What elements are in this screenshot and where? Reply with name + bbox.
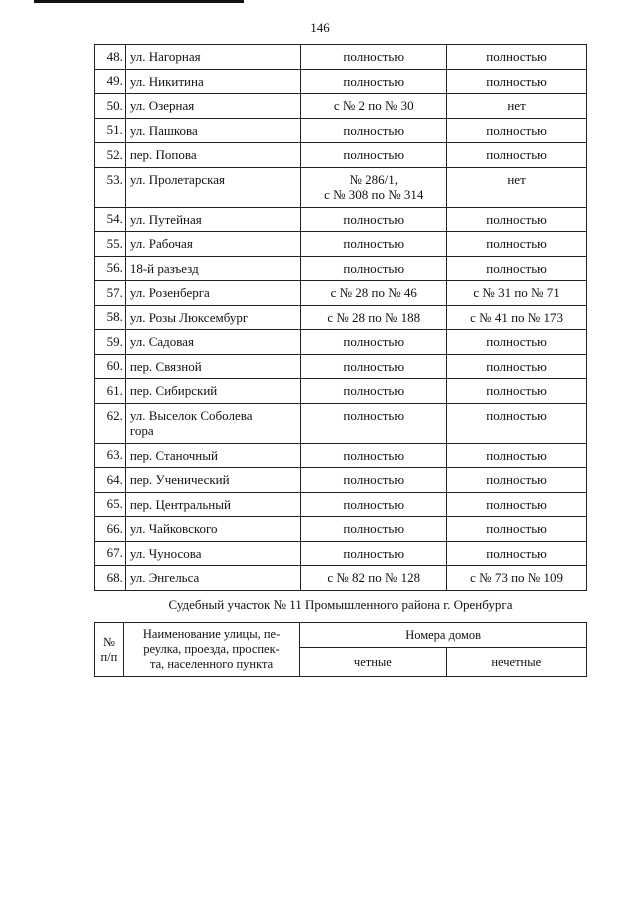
street-name: ул. Рабочая bbox=[125, 232, 301, 257]
table-row bbox=[95, 541, 587, 566]
row-number: 61. bbox=[95, 379, 126, 404]
odd-houses: полностью bbox=[447, 379, 587, 404]
street-name: пер. Связной bbox=[125, 354, 301, 379]
table-row bbox=[95, 118, 587, 143]
even-houses: полностью bbox=[301, 354, 447, 379]
street-name: ул. Розенберга bbox=[125, 281, 301, 306]
row-number: 67. bbox=[95, 541, 126, 566]
even-houses bbox=[301, 167, 447, 207]
table-row bbox=[95, 94, 587, 119]
row-number: 57. bbox=[95, 281, 126, 306]
street-name: 18-й разъезд bbox=[125, 256, 301, 281]
odd-houses: полностью bbox=[447, 330, 587, 355]
odd-houses: полностью bbox=[447, 468, 587, 493]
street-name: ул. Пашкова bbox=[125, 118, 301, 143]
top-rule bbox=[34, 0, 244, 3]
even-houses: с № 2 по № 30 bbox=[301, 94, 447, 119]
section-heading: Судебный участок № 11 Промышленного района г. Оренбурга bbox=[168, 597, 513, 612]
header-number-line: п/п bbox=[100, 649, 118, 664]
table-row bbox=[95, 443, 587, 468]
row-number: 55. bbox=[95, 232, 126, 257]
odd-houses: полностью bbox=[447, 403, 587, 443]
even-houses: полностью bbox=[301, 118, 447, 143]
header-even: четные bbox=[300, 648, 446, 677]
row-number: 54. bbox=[95, 207, 126, 232]
even-houses: полностью bbox=[301, 143, 447, 168]
street-name: пер. Ученический bbox=[125, 468, 301, 493]
street-name-line: ул. Выселок Соболева bbox=[129, 407, 253, 423]
table-row bbox=[95, 232, 587, 257]
even-houses-line: с № 308 по № 314 bbox=[324, 186, 424, 202]
odd-houses: полностью bbox=[447, 143, 587, 168]
even-houses: полностью bbox=[301, 207, 447, 232]
street-name: ул. Нагорная bbox=[125, 45, 301, 70]
street-name: ул. Никитина bbox=[125, 69, 301, 94]
street-name: ул. Пролетарская bbox=[125, 167, 301, 207]
street-name: ул. Садовая bbox=[125, 330, 301, 355]
street-name: пер. Станочный bbox=[125, 443, 301, 468]
odd-houses: полностью bbox=[447, 354, 587, 379]
table-row bbox=[95, 492, 587, 517]
row-number: 50. bbox=[95, 94, 126, 119]
page-number: 146 bbox=[310, 20, 330, 35]
odd-houses: полностью bbox=[447, 232, 587, 257]
header-odd: нечетные bbox=[446, 648, 586, 677]
row-number: 62. bbox=[95, 403, 126, 443]
even-houses-line: № 286/1, bbox=[349, 171, 399, 187]
even-houses: полностью bbox=[301, 492, 447, 517]
table-row bbox=[95, 566, 587, 591]
table-row bbox=[95, 143, 587, 168]
street-name: пер. Сибирский bbox=[125, 379, 301, 404]
even-houses: полностью bbox=[301, 443, 447, 468]
odd-houses: нет bbox=[447, 167, 587, 207]
odd-houses: с № 31 по № 71 bbox=[447, 281, 587, 306]
row-number: 60. bbox=[95, 354, 126, 379]
even-houses: полностью bbox=[301, 45, 447, 70]
street-name: ул. Озерная bbox=[125, 94, 301, 119]
odd-houses: полностью bbox=[447, 443, 587, 468]
even-houses: с № 28 по № 46 bbox=[301, 281, 447, 306]
row-number: 64. bbox=[95, 468, 126, 493]
row-number: 53. bbox=[95, 167, 126, 207]
even-houses: с № 28 по № 188 bbox=[301, 305, 447, 330]
row-number: 56. bbox=[95, 256, 126, 281]
even-houses: полностью bbox=[301, 379, 447, 404]
row-number: 58. bbox=[95, 305, 126, 330]
odd-houses: полностью bbox=[447, 118, 587, 143]
table-row bbox=[95, 167, 587, 207]
row-number: 68. bbox=[95, 566, 126, 591]
table-row bbox=[95, 330, 587, 355]
odd-houses: полностью bbox=[447, 541, 587, 566]
row-number: 51. bbox=[95, 118, 126, 143]
street-name: ул. Энгельса bbox=[125, 566, 301, 591]
table-row bbox=[95, 281, 587, 306]
even-houses: полностью bbox=[301, 541, 447, 566]
even-houses: полностью bbox=[301, 256, 447, 281]
table-row bbox=[95, 403, 587, 443]
table-row bbox=[95, 379, 587, 404]
street-name: пер. Центральный bbox=[125, 492, 301, 517]
row-number: 63. bbox=[95, 443, 126, 468]
street-name: ул. Чайковского bbox=[125, 517, 301, 542]
odd-houses: полностью bbox=[447, 207, 587, 232]
even-houses: полностью bbox=[301, 330, 447, 355]
table-row bbox=[95, 69, 587, 94]
table-row bbox=[95, 45, 587, 70]
even-houses: полностью bbox=[301, 403, 447, 443]
row-number: 66. bbox=[95, 517, 126, 542]
street-name: ул. Розы Люксембург bbox=[125, 305, 301, 330]
odd-houses: с № 73 по № 109 bbox=[447, 566, 587, 591]
odd-houses: полностью bbox=[447, 517, 587, 542]
street-name-line: гора bbox=[129, 422, 154, 438]
odd-houses: полностью bbox=[447, 69, 587, 94]
street-name: ул. Чуносова bbox=[125, 541, 301, 566]
row-number: 48. bbox=[95, 45, 126, 70]
row-number: 65. bbox=[95, 492, 126, 517]
table-row bbox=[95, 256, 587, 281]
odd-houses: нет bbox=[447, 94, 587, 119]
row-number: 49. bbox=[95, 69, 126, 94]
even-houses: полностью bbox=[301, 468, 447, 493]
header-number-line: № bbox=[102, 634, 115, 649]
row-number: 52. bbox=[95, 143, 126, 168]
header-name-line: Наименование улицы, пе- bbox=[142, 627, 281, 641]
even-houses: полностью bbox=[301, 232, 447, 257]
table-row bbox=[95, 207, 587, 232]
header-name-line: реулка, проезда, проспек- bbox=[143, 642, 280, 656]
header-name-column bbox=[123, 623, 299, 677]
odd-houses: полностью bbox=[447, 492, 587, 517]
street-name: ул. Путейная bbox=[125, 207, 301, 232]
table-row bbox=[95, 517, 587, 542]
even-houses: с № 82 по № 128 bbox=[301, 566, 447, 591]
header-number-column bbox=[95, 623, 124, 677]
row-number: 59. bbox=[95, 330, 126, 355]
odd-houses: с № 41 по № 173 bbox=[447, 305, 587, 330]
table-row bbox=[95, 468, 587, 493]
table-row bbox=[95, 305, 587, 330]
header-houses: Номера домов bbox=[300, 623, 587, 648]
table-row bbox=[95, 354, 587, 379]
streets-table bbox=[94, 44, 587, 591]
even-houses: полностью bbox=[301, 69, 447, 94]
odd-houses: полностью bbox=[447, 45, 587, 70]
next-table-header bbox=[94, 622, 587, 677]
header-name-line: та, населенного пункта bbox=[149, 657, 274, 671]
street-name: пер. Попова bbox=[125, 143, 301, 168]
odd-houses: полностью bbox=[447, 256, 587, 281]
even-houses: полностью bbox=[301, 517, 447, 542]
street-name bbox=[125, 403, 301, 443]
